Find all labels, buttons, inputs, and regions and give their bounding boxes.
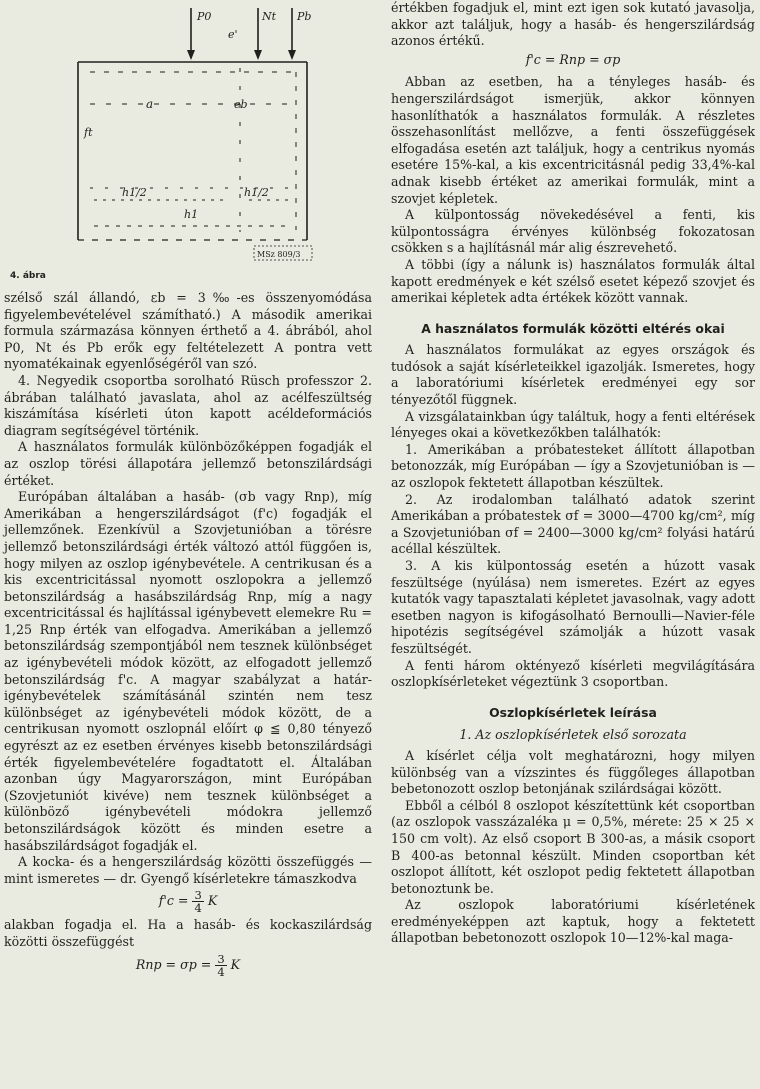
label-p0: P0 bbox=[197, 10, 212, 23]
formula-rnp-num: 3 bbox=[217, 951, 225, 966]
label-pb: Pb bbox=[297, 10, 312, 23]
paragraph: Az oszlopok laboratóriumi kísérletének eredményeképpen azt kaptuk, hogy a fektetett állapotban bebetonozott oszlopok 10—12%-kal maga- bbox=[391, 897, 755, 946]
section-heading: Oszlopkísérletek leírása bbox=[489, 704, 657, 720]
force-pb-arrow-icon bbox=[288, 50, 296, 60]
formula-fc-fraction bbox=[192, 889, 203, 914]
label-a: a bbox=[146, 97, 154, 111]
formula-fc bbox=[4, 889, 372, 914]
formula-rnp-fraction bbox=[215, 953, 226, 978]
force-p0-arrow-icon bbox=[187, 50, 195, 60]
formula-fc-lhs: f'c = bbox=[158, 893, 193, 909]
subsection-heading: 1. Az oszlopkísérletek első sorozata bbox=[459, 727, 687, 743]
paragraph: A külpontosság növekedésével a fenti, kis külpontosságra érvényes különbség fokozatosan csökken s a hajlításnál már alig észrevehető. bbox=[391, 207, 755, 256]
formula-equality: f'c = Rnp = σp bbox=[525, 51, 621, 67]
list-item: 2. Az irodalomban található adatok szerint Amerikában a próbatestek σf = 3000—4700 kg/cm², míg a Szovjetunióban σf = 2400—3000 kg/cm² folyási határú acéllal készültek. bbox=[391, 491, 755, 557]
formula-rnp-den: 4 bbox=[217, 964, 225, 979]
paragraph: A fenti három oktényező kísérleti megvilágítására oszlopkísérleteket végeztünk 3 csoportban. bbox=[391, 657, 755, 690]
formula-rnp bbox=[4, 953, 372, 978]
figure-4 bbox=[4, 0, 372, 290]
label-h1-half-left: h1/2 bbox=[122, 186, 147, 199]
paragraph: alakban fogadja el. Ha a hasáb- és kockaszilárdság közötti összefüggést bbox=[4, 917, 372, 949]
formula-fc-rhs: K bbox=[207, 893, 218, 909]
formula-rnp-lhs: Rnp = σp = bbox=[135, 956, 216, 972]
paragraph: A vizsgálatainkban úgy találtuk, hogy a fenti eltérések lényeges okai a következőkben találhatók: bbox=[391, 408, 755, 441]
list-item: 3. A kis külpontosság esetén a húzott vasak feszültsége (nyúlása) nem ismeretes. Ezért az egyes kutatók vagy tapasztalati képletet javasolnak, vagy adott esetben nagyon is kifogásolható Bernoulli—Navier-féle hipotézis segítségével számolják a húzott vasak feszültségét. bbox=[391, 558, 755, 656]
paragraph: 4. Negyedik csoportba sorolható Rüsch professzor 2. ábrában található javaslata, ahol az acélfeszültség kiszámítása kísérleti úton kapott acéldeformációs diagram segítségével történik. bbox=[4, 372, 372, 438]
label-nt: Nt bbox=[262, 10, 277, 23]
paragraph: A kísérlet célja volt meghatározni, hogy milyen különbség van a vízszintes és függőleges állapotban bebetonozott oszlop betonjának szilárdságai között. bbox=[391, 747, 755, 797]
formula-fc-num: 3 bbox=[194, 888, 202, 903]
paragraph: Ebből a célból 8 oszlopot készítettünk két csoportban (az oszlopok vasszázaléka μ = 0,5%, mérete: 25 × 25 × 150 cm volt). Az első csoport B 300-as, a másik csoport B 400-as betonnal készült. Minden csoportban két oszlopot állított, két oszlopot pedig fektetett állapotban betonoztunk be. bbox=[391, 797, 755, 896]
force-nt-arrow-icon bbox=[254, 50, 262, 60]
figure-caption: 4. ábra bbox=[10, 271, 46, 281]
section-heading: A használatos formulák közötti eltérés okai bbox=[421, 320, 725, 336]
paragraph: Abban az esetben, ha a tényleges hasáb- és hengerszilárdságot ismerjük, akkor könnyen hasonlíthatók a használatos formulák. A részletes összehasonlítást mellőzve, a fenti összefüggések elfogadása esetén azt találjuk, hogy a centrikus nyomás esetére 15%-kal, a kis excentricitásnál pedig 33,4%-kal adnak kisebb értéket az amerikai formulák, mint a szovjet képletek. bbox=[391, 74, 755, 206]
paragraph: szélső szál állandó, εb = 3‰-es összenyomódása figyelembevételével számítható.) A második amerikai formula származása könnyen érthető a 4. ábrából, ahol P0, Nt és Pb erők egy feltételezett A pontra vett nyomatékainak egyenlőségéről van szó. bbox=[4, 290, 372, 372]
paragraph: A többi (így a nálunk is) használatos formulák által kapott eredmények e két szélső esetet képező szovjet és amerikai képletek adta értékek között vannak. bbox=[391, 256, 755, 306]
list-item: 1. Amerikában a próbatesteket állított állapotban betonozzák, míg Európában — így a Szovjetunióban is — az oszlopok fektetett állapotban készültek. bbox=[391, 441, 755, 491]
formula-rnp-rhs: K bbox=[230, 956, 241, 972]
label-stamp: MSz 809/3 bbox=[257, 250, 301, 259]
formula-fc-den: 4 bbox=[194, 901, 202, 916]
paragraph: A használatos formulák különbözőképpen fogadják el az oszlop törési állapotára jellemző betonszilárdsági értéket. bbox=[4, 439, 372, 488]
paragraph: A használatos formulákat az egyes országok és tudósok a saját kísérleteikkel igazolják. Ismeretes, hogy a laboratóriumi kísérletek eredményei egy sor tényezőtől függnek. bbox=[391, 342, 755, 408]
label-h1-half-right: h1/2 bbox=[244, 186, 269, 199]
paragraph: értékben fogadjuk el, mint ezt igen sok kutató javasolja, akkor azt találjuk, hogy a hasáb- és hengerszilárdság azonos értékű. bbox=[391, 0, 755, 49]
label-ft: ft bbox=[84, 126, 93, 139]
paragraph: Európában általában a hasáb- (σb vagy Rnp), míg Amerikában a hengerszilárdságot (f'c) fogadják el jellemzőnek. Ezenkívül a Szovjetunióban a törésre jellemző betonszilárdsági érték változó attól függően is, hogy milyen az oszlop igénybevétele. A centrikusan és a kis excentricitással nyomott oszlopokra a jellemző betonszilárdság a hasábszilárdság Rnp, míg a nagy excentricitással és hajlítással igénybevett elemekre Ru = 1,25 Rnp érték van elfogadva. Amerikában a jellemző betonszilárdság szempontjából nem tesznek különbséget az igénybevételi módok között, az elfogadott jellemző betonszilárdság f'c. A magyar szabályzat a határ-igénybevételek számításánál szintén nem tesz különbséget az igénybevételi módok között, de a centrikusan nyomott oszlopnál előírt φ ≦ 0,80 tényező egyrészt az ez esetben érvényes kisebb betonszilárdsági érték figyelembevételére fogadtatott el. Általában azonban úgy Magyarországon, mint Európában (Szovjetuniót kivéve) nem tesznek különbséget a különböző igénybevételi módokra jellemző betonszilárdságok között és minden esetre a hasábszilárdságot fogadják el. bbox=[4, 489, 372, 853]
label-eb: eb bbox=[234, 98, 248, 111]
label-e-prime: e' bbox=[228, 28, 238, 41]
paragraph: A kocka- és a hengerszilárdság közötti összefüggés — mint ismeretes — dr. Gyengő kísérletekre támaszkodva bbox=[4, 854, 372, 886]
left-column bbox=[4, 0, 372, 981]
label-h1: h1 bbox=[184, 208, 199, 221]
figure-4-diagram bbox=[4, 0, 372, 290]
right-column bbox=[391, 0, 755, 947]
